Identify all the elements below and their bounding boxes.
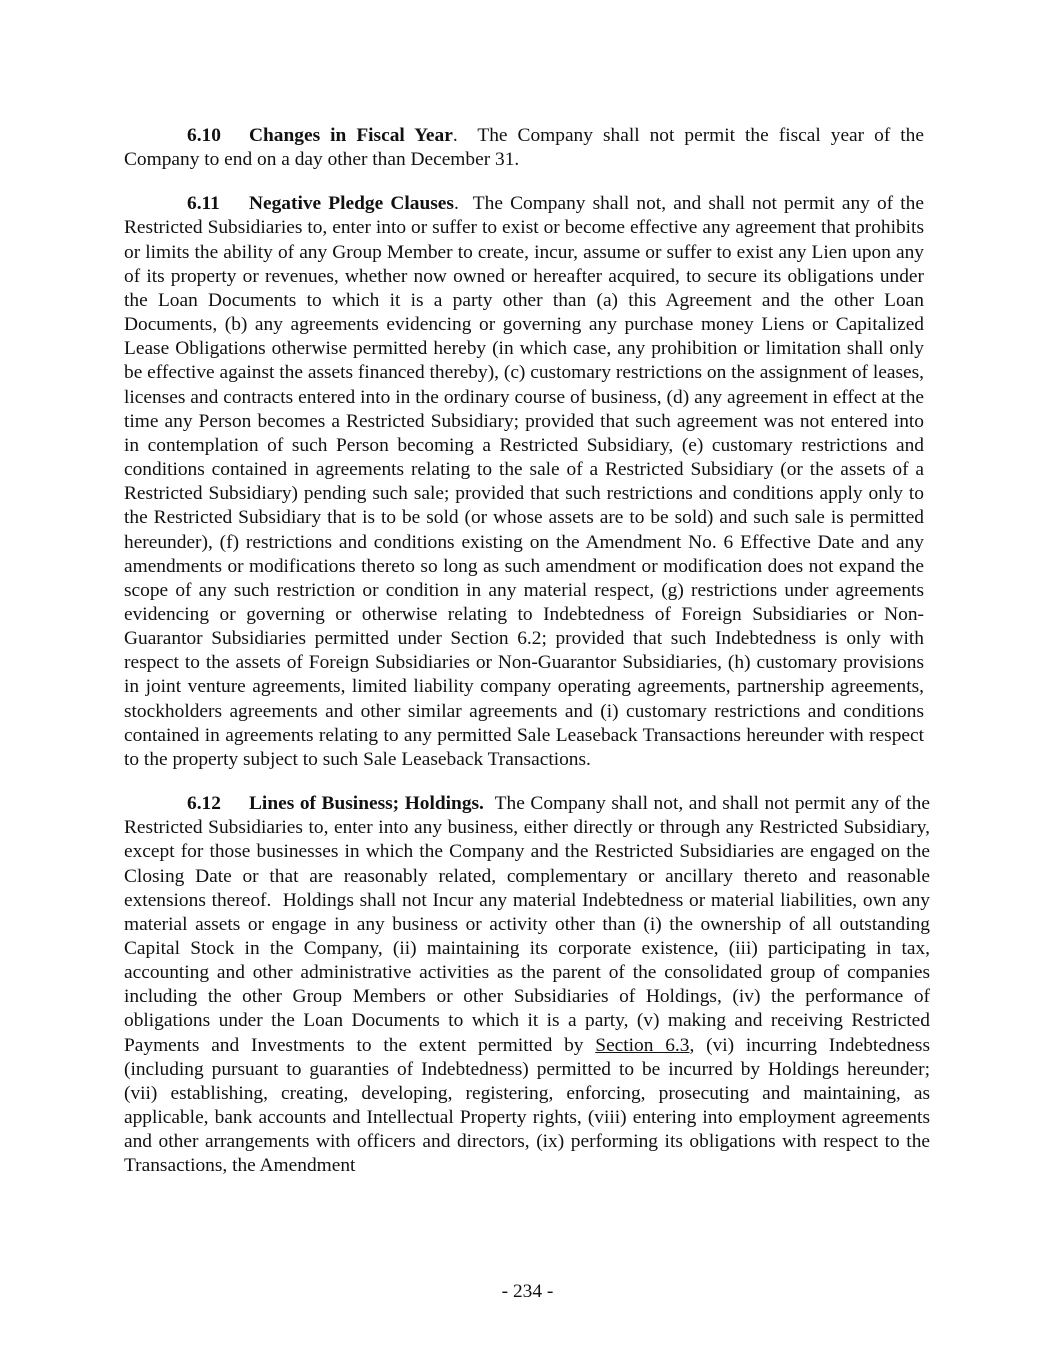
- page-number: - 234 -: [501, 1281, 554, 1302]
- section-6-12: [124, 792, 935, 1179]
- section-number: 6.11: [187, 193, 220, 215]
- section-number: 6.12: [187, 793, 221, 815]
- section-body: The Company shall not, and shall not permit any of the Restricted Subsidiaries to, enter into or suffer to exist or become effective any agreement that prohibits or limits the ability of any Group Member to create, incur, assume or suffer to exist any Lien upon any of its property or revenues, whether now owned or hereafter acquired, to secure its obligations under the Loan Documents to which it is a party other than (a) this Agreement and the other Loan Documents, (b) any agreements evidencing or governing any purchase money Liens or Capitalized Lease Obligations otherwise permitted hereby (in which case, any prohibition or limitation shall only be effective against the assets financed thereby), (c) customary restrictions on the assignment of leases, licenses and contracts entered into in the ordinary course of business, (d) any agreement in effect at the time any Person becomes a Restricted Subsidiary; provided that such agreement was not entered into in contemplation of such Person becoming a Restricted Subsidiary, (e) customary restrictions and conditions contained in agreements relating to the sale of a Restricted Subsidiary (or the assets of a Restricted Subsidiary) pending such sale; provided that such restrictions and conditions apply only to the Restricted Subsidiary that is to be sold (or whose assets are to be sold) and such sale is permitted hereunder), (f) restrictions and conditions existing on the Amendment No. 6 Effective Date and any amendments or modifications thereto so long as such amendment or modification does not expand the scope of any such restriction or condition in any material respect, (g) restrictions under agreements evidencing or governing or otherwise relating to Indebtedness of Foreign Subsidiaries or Non-Guarantor Subsidiaries permitted under Section 6.2; provided that such Indebtedness is only with respect to the assets of Foreign Subsidiaries or Non-Guarantor Subsidiaries, (h) customary provisions in joint venture agreements, limited liability company operating agreements, partnership agreements, stockholders agreements and other similar agreements and (i) customary restrictions and conditions contained in agreements relating to any permitted Sale Leaseback Transactions hereunder with respect to the property subject to such Sale Leaseback Transactions.: [124, 193, 929, 770]
- section-cross-reference-link[interactable]: Section 6.3: [595, 1034, 690, 1056]
- section-heading: Lines of Business; Holdings.: [249, 793, 484, 815]
- heading-punctuation: .: [452, 125, 458, 146]
- section-6-11: [124, 192, 929, 772]
- section-body: The Company shall not permit the fiscal year of the Company to end on a day other than December 31.: [124, 125, 929, 171]
- section-number: 6.10: [187, 125, 221, 146]
- section-heading: Negative Pledge Clauses: [249, 193, 454, 215]
- section-body: The Company shall not, and shall not permit any of the Restricted Subsidiaries to, enter into any business, either directly or through any Restricted Subsidiary, except for those businesses in which the Company and the Restricted Subsidiaries are engaged on the Closing Date or that are reasonably related, complementary or ancillary thereto and reasonable extensions thereof. Holdings shall not Incur any material Indebtedness or material liabilities, own any material assets or engage in any business or activity other than (i) the ownership of all outstanding Capital Stock in the Company, (ii) maintaining its corporate existence, (iii) participating in tax, accounting and other administrative activities as the parent of the consolidated group of companies including the other Group Members or other Subsidiaries of Holdings, (iv) the performance of obligations under the Loan Documents to which it is a party, (v) making and receiving Restricted Payments and Investments to the extent permitted by: [124, 793, 935, 1056]
- section-body-continued: , (vi) incurring Indebtedness (including pursuant to guaranties of Indebtedness) permitted to be incurred by Holdings hereunder; (vii) establishing, creating, developing, registering, enforcing, prosecuting and maintaining, as applicable, bank accounts and Intellectual Property rights, (viii) entering into employment agreements and other arrangements with officers and directors, (ix) performing its obligations with respect to the Transactions, the Amendment: [124, 1034, 931, 1177]
- section-heading: Changes in Fiscal Year: [249, 125, 453, 146]
- document-page: [124, 124, 935, 1199]
- section-6-10: [124, 124, 929, 172]
- heading-punctuation: .: [453, 193, 459, 215]
